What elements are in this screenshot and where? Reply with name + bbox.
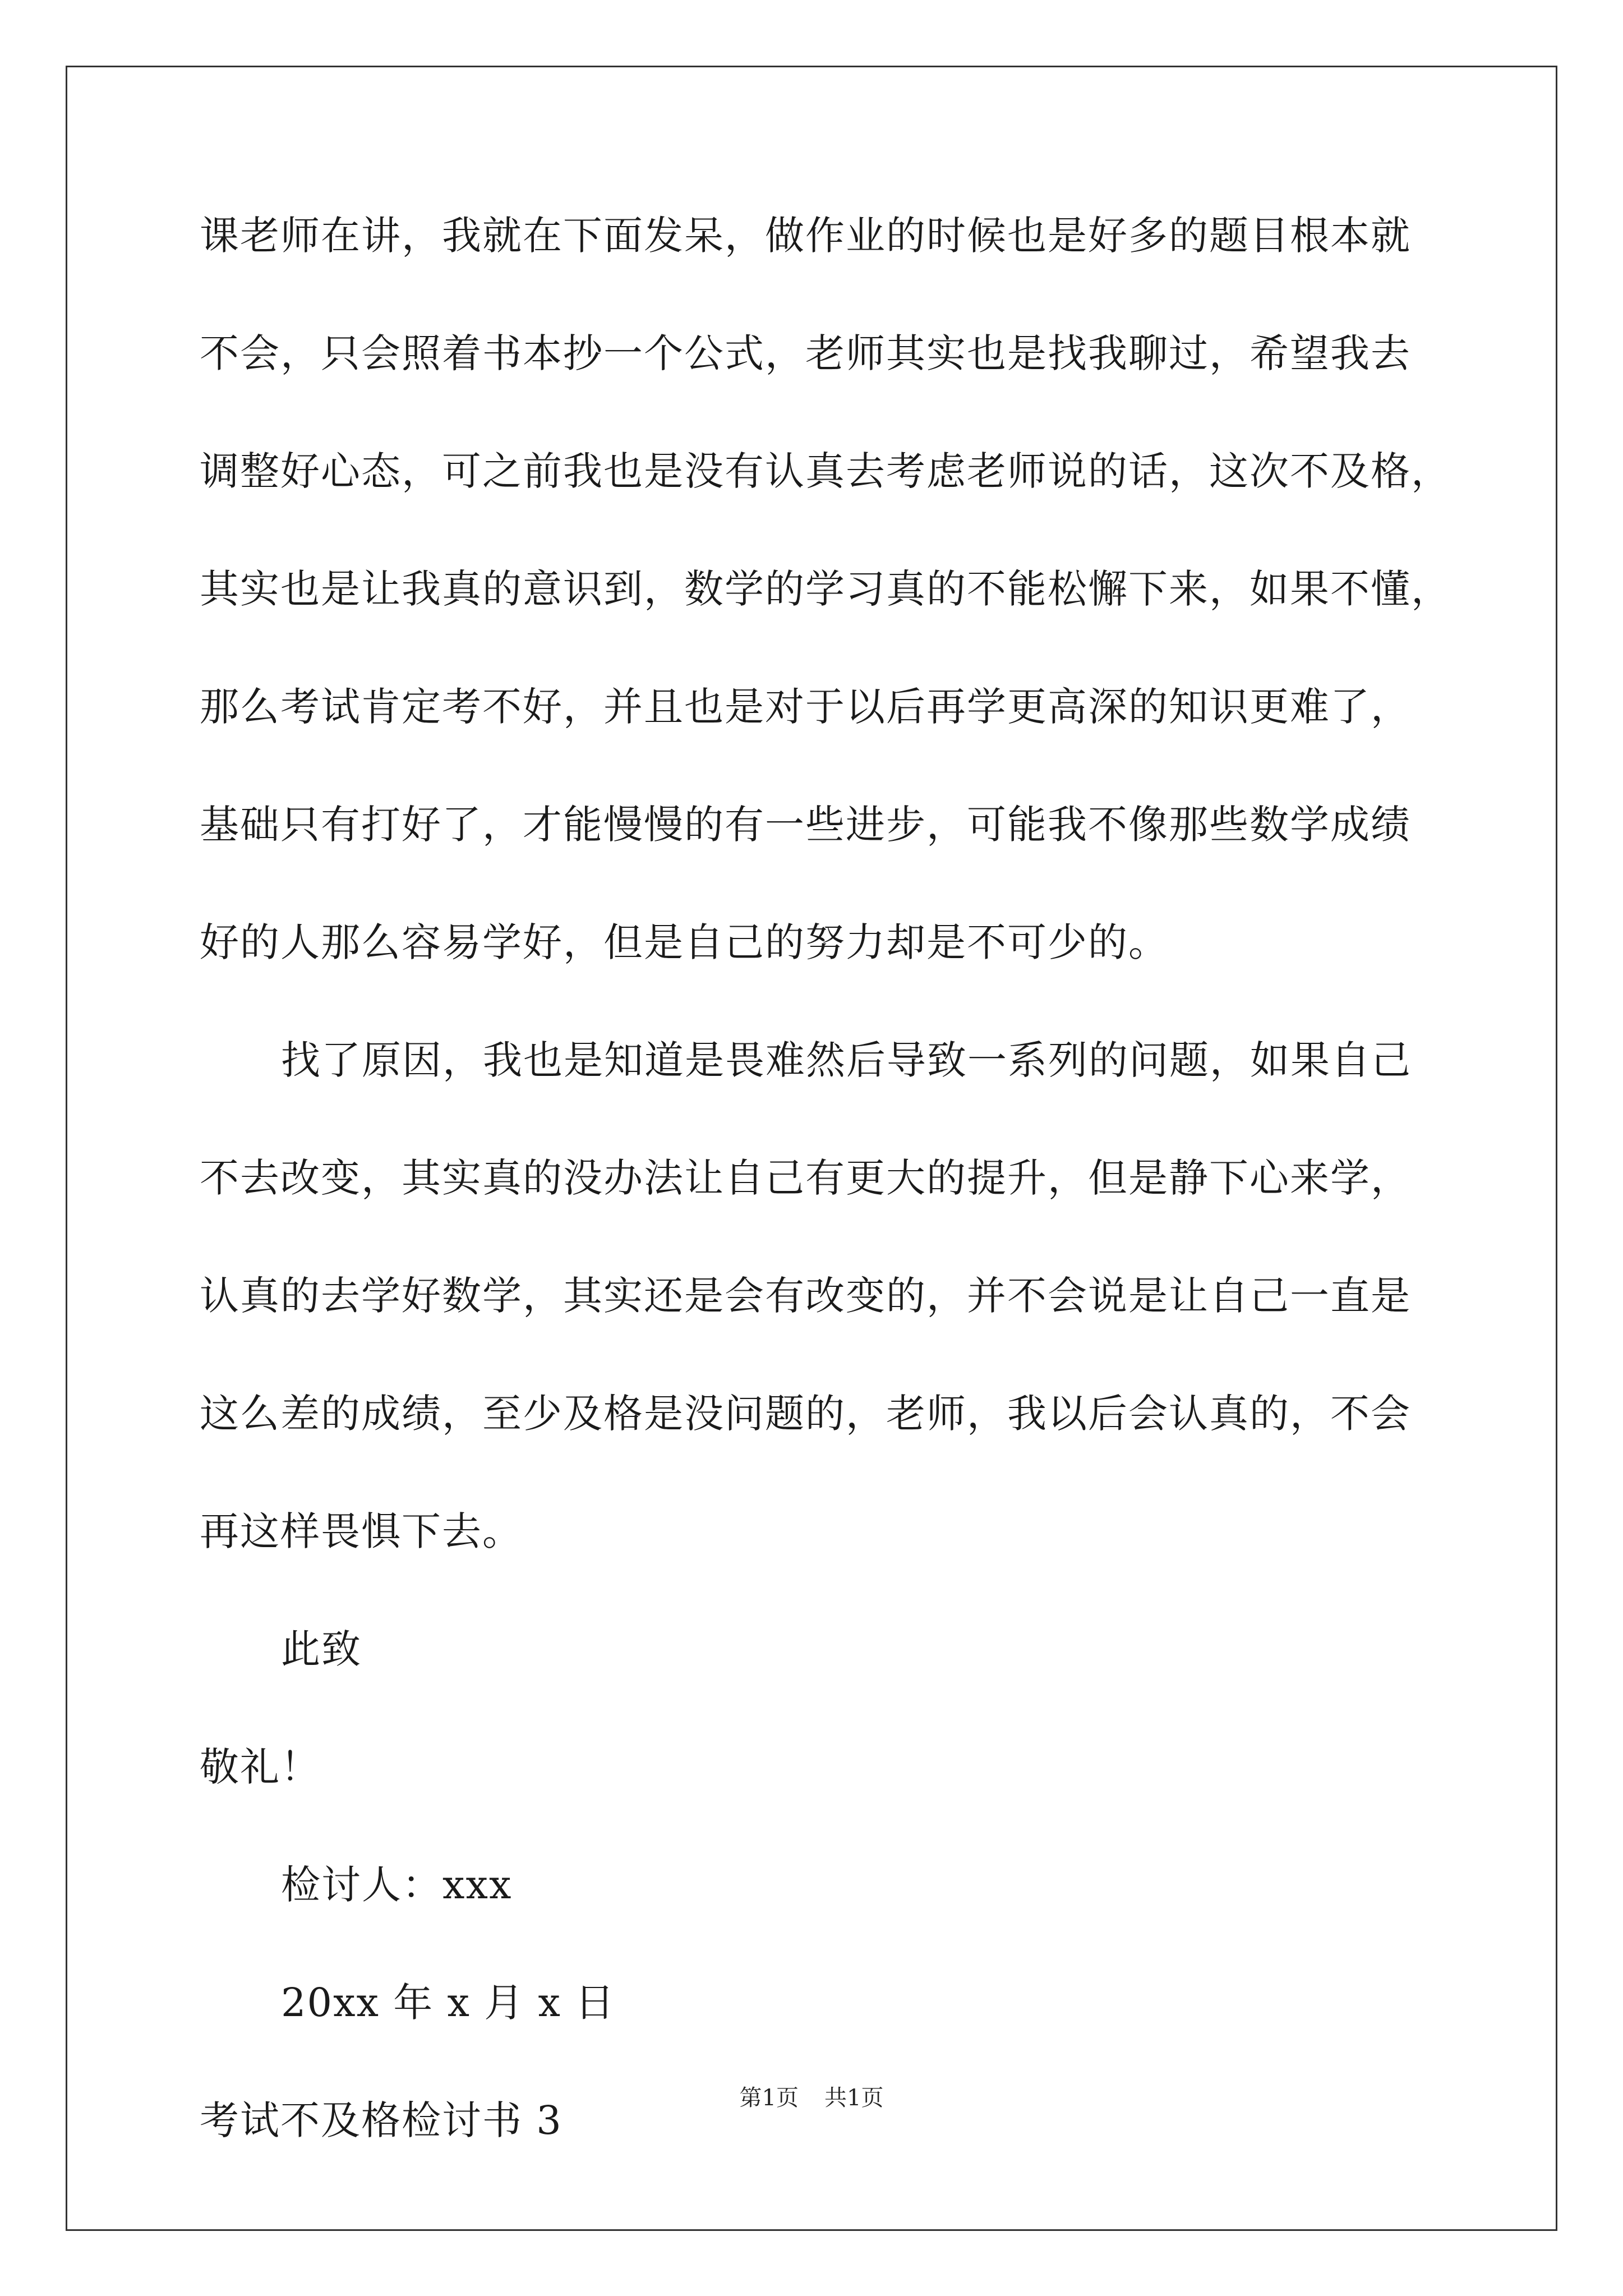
paragraph-line: 这么差的成绩，至少及格是没问题的，老师，我以后会认真的，不会	[200, 1391, 1411, 1437]
section-heading: 考试不及格检讨书 3	[200, 2097, 562, 2143]
document-body	[200, 213, 1451, 2219]
paragraph-line: 认真的去学好数学，其实还是会有改变的，并不会说是让自己一直是	[200, 1273, 1411, 1319]
paragraph-line: 那么考试肯定考不好，并且也是对于以后再学更高深的知识更难了，	[200, 684, 1411, 730]
closing-respect: 敬礼！	[200, 1744, 321, 1790]
paragraph-line: 好的人那么容易学好，但是自己的努力却是不可少的。	[200, 919, 1169, 965]
paragraph-line: 再这样畏惧下去。	[200, 1508, 523, 1554]
paragraph-line: 基础只有打好了，才能慢慢的有一些进步，可能我不像那些数学成绩	[200, 802, 1411, 848]
page-number: 第1页	[739, 2085, 799, 2111]
paragraph-line: 课老师在讲，我就在下面发呆，做作业的时候也是好多的题目根本就	[200, 213, 1411, 259]
paragraph-line: 调整好心态，可之前我也是没有认真去考虑老师说的话，这次不及格，	[200, 448, 1451, 494]
signature-line: 检讨人：xxx	[281, 1862, 513, 1908]
paragraph-line: 不会，只会照着书本抄一个公式，老师其实也是找我聊过，希望我去	[200, 330, 1411, 376]
paragraph-line: 不去改变，其实真的没办法让自己有更大的提升，但是静下心来学，	[200, 1155, 1411, 1201]
page-total: 共1页	[824, 2085, 884, 2111]
paragraph-line: 其实也是让我真的意识到，数学的学习真的不能松懈下来，如果不懂，	[200, 566, 1451, 612]
page-footer	[0, 2087, 1623, 2109]
date-line: 20xx 年 x 月 x 日	[281, 1980, 616, 2026]
closing-salutation: 此致	[281, 1626, 362, 1672]
paragraph-line: 找了原因，我也是知道是畏难然后导致一系列的问题，如果自己	[281, 1037, 1412, 1083]
